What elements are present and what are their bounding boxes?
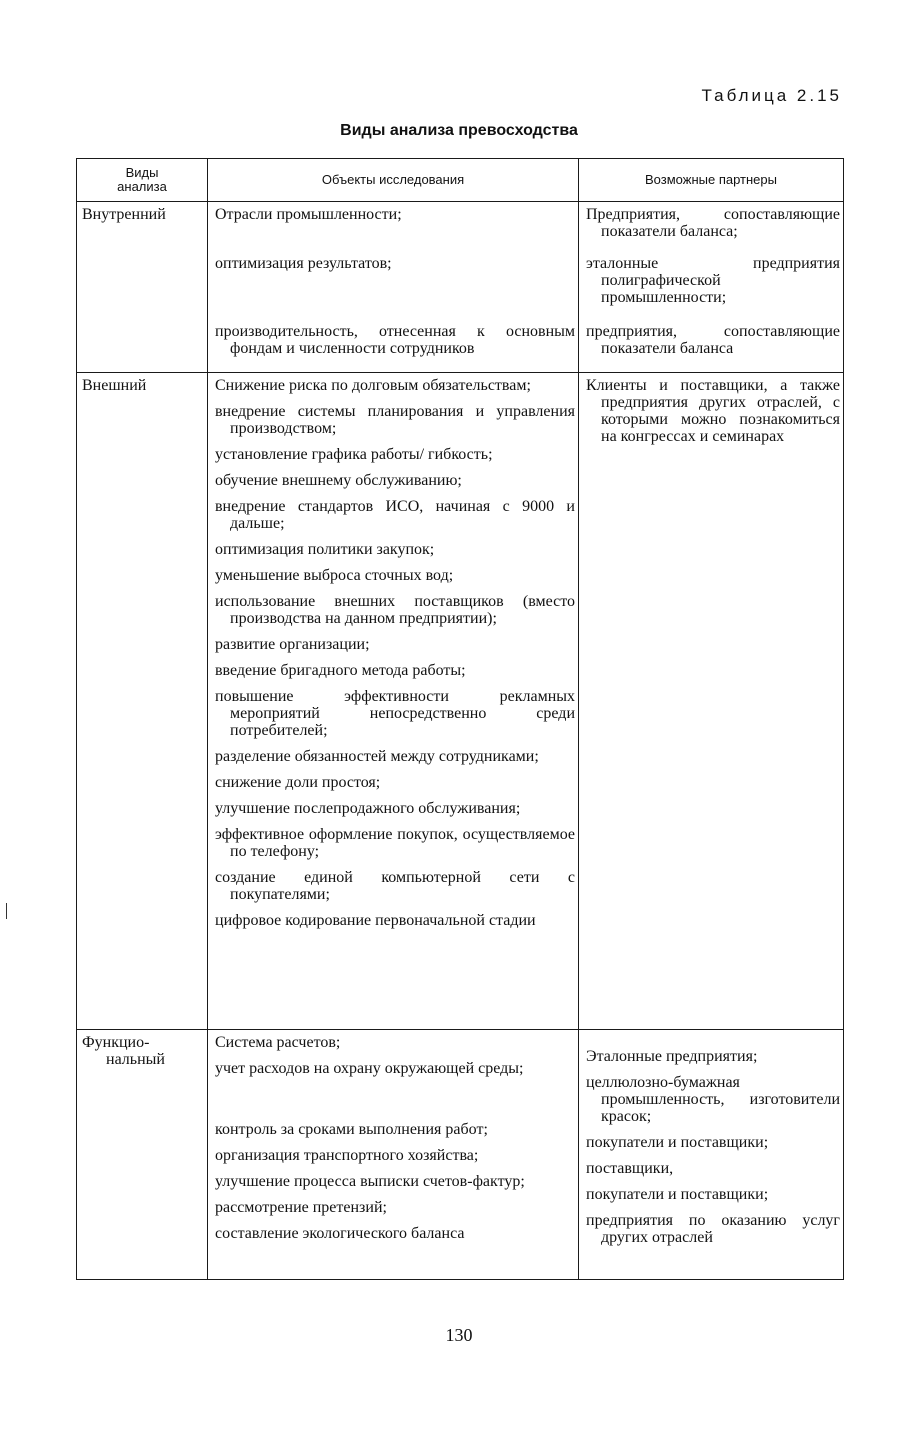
object-item: обучение внешнему обслуживанию;: [215, 472, 462, 489]
partner-item: Предприятия, сопоставляющие показатели баланса;: [586, 206, 840, 240]
object-item: учет расходов на охрану окружающей среды;: [215, 1060, 524, 1077]
partner-item: покупатели и поставщики;: [586, 1134, 769, 1151]
margin-scan-mark: [6, 903, 7, 919]
objects-cell-external: [208, 373, 579, 1030]
benchmarking-types-table: [76, 158, 844, 1280]
table-row-functional: [77, 1030, 844, 1280]
object-item: повышение эффективности рекламных мероприятий непосредственно среди потребителей;: [215, 688, 575, 739]
partners-cell-functional: [579, 1030, 844, 1280]
object-item: создание единой компьютерной сети с покупателями;: [215, 869, 575, 903]
partners-cell-external: [579, 373, 844, 1030]
table-header-row: [77, 159, 844, 202]
object-item: развитие организации;: [215, 636, 370, 653]
header-kind: [77, 159, 208, 202]
object-item: снижение доли простоя;: [215, 774, 381, 791]
object-item: контроль за сроками выполнения работ;: [215, 1121, 488, 1138]
header-objects: Объекты исследования: [208, 159, 579, 202]
kind-label: Внутренний: [82, 206, 166, 223]
header-kind-line1: Виды: [125, 165, 159, 180]
object-item: улучшение процесса выписки счетов-фактур;: [215, 1173, 525, 1190]
kind-label-line1: Функцио-: [82, 1034, 150, 1051]
object-item: разделение обязанностей между сотрудниками;: [215, 748, 539, 765]
object-item: эффективное оформление покупок, осуществляемое по телефону;: [215, 826, 575, 860]
object-item: Снижение риска по долговым обязательствам;: [215, 377, 531, 394]
object-item: внедрение системы планирования и управления производством;: [215, 403, 575, 437]
object-item: Отрасли промышленности;: [215, 206, 402, 223]
table-title: Виды анализа превосходства: [340, 122, 578, 139]
kind-cell-external: [77, 373, 208, 1030]
object-item: оптимизация политики закупок;: [215, 541, 435, 558]
table-number-label: Таблица 2.15: [701, 86, 842, 105]
object-item: использование внешних поставщиков (вместо производства на данном предприятии);: [215, 593, 575, 627]
object-item: введение бригадного метода работы;: [215, 662, 466, 679]
partner-item: эталонные предприятия полиграфической промышленности;: [586, 255, 840, 306]
object-item: установление графика работы/ гибкость;: [215, 446, 493, 463]
objects-cell-internal: [208, 202, 579, 373]
object-item: составление экологического баланса: [215, 1225, 465, 1242]
page-number: 130: [445, 1325, 473, 1345]
object-item: производительность, отнесенная к основным фондам и численности сотрудников: [215, 323, 575, 357]
partner-item: Эталонные предприятия;: [586, 1048, 758, 1065]
table-row-internal: [77, 202, 844, 373]
partner-item: предприятия по оказанию услуг других отраслей: [586, 1212, 840, 1246]
table-row-external: [77, 373, 844, 1030]
object-item: уменьшение выброса сточных вод;: [215, 567, 454, 584]
kind-cell-internal: [77, 202, 208, 373]
objects-cell-functional: [208, 1030, 579, 1280]
partner-item: предприятия, сопоставляющие показатели баланса: [586, 323, 840, 357]
partner-item: поставщики,: [586, 1160, 674, 1177]
kind-label: [82, 1034, 203, 1068]
kind-cell-functional: [77, 1030, 208, 1280]
object-item: оптимизация результатов;: [215, 255, 392, 272]
kind-label-line2: нальный: [106, 1051, 165, 1068]
object-item: рассмотрение претензий;: [215, 1199, 387, 1216]
object-item: цифровое кодирование первоначальной стадии: [215, 912, 536, 929]
header-partners: Возможные партнеры: [579, 159, 844, 202]
header-kind-line2: анализа: [117, 179, 167, 194]
object-item: внедрение стандартов ИСО, начиная с 9000 и дальше;: [215, 498, 575, 532]
partner-item: целлюлозно-бумажная промышленность, изготовители красок;: [586, 1074, 840, 1125]
object-item: улучшение послепродажного обслуживания;: [215, 800, 521, 817]
object-item: организация транспортного хозяйства;: [215, 1147, 479, 1164]
partners-cell-internal: [579, 202, 844, 373]
kind-label: Внешний: [82, 377, 147, 394]
partner-item: Клиенты и поставщики, а также предприятия других отраслей, с которыми можно познакомиться на конгрессах и семинарах: [586, 377, 840, 445]
partner-item: покупатели и поставщики;: [586, 1186, 769, 1203]
object-item: Система расчетов;: [215, 1034, 341, 1051]
